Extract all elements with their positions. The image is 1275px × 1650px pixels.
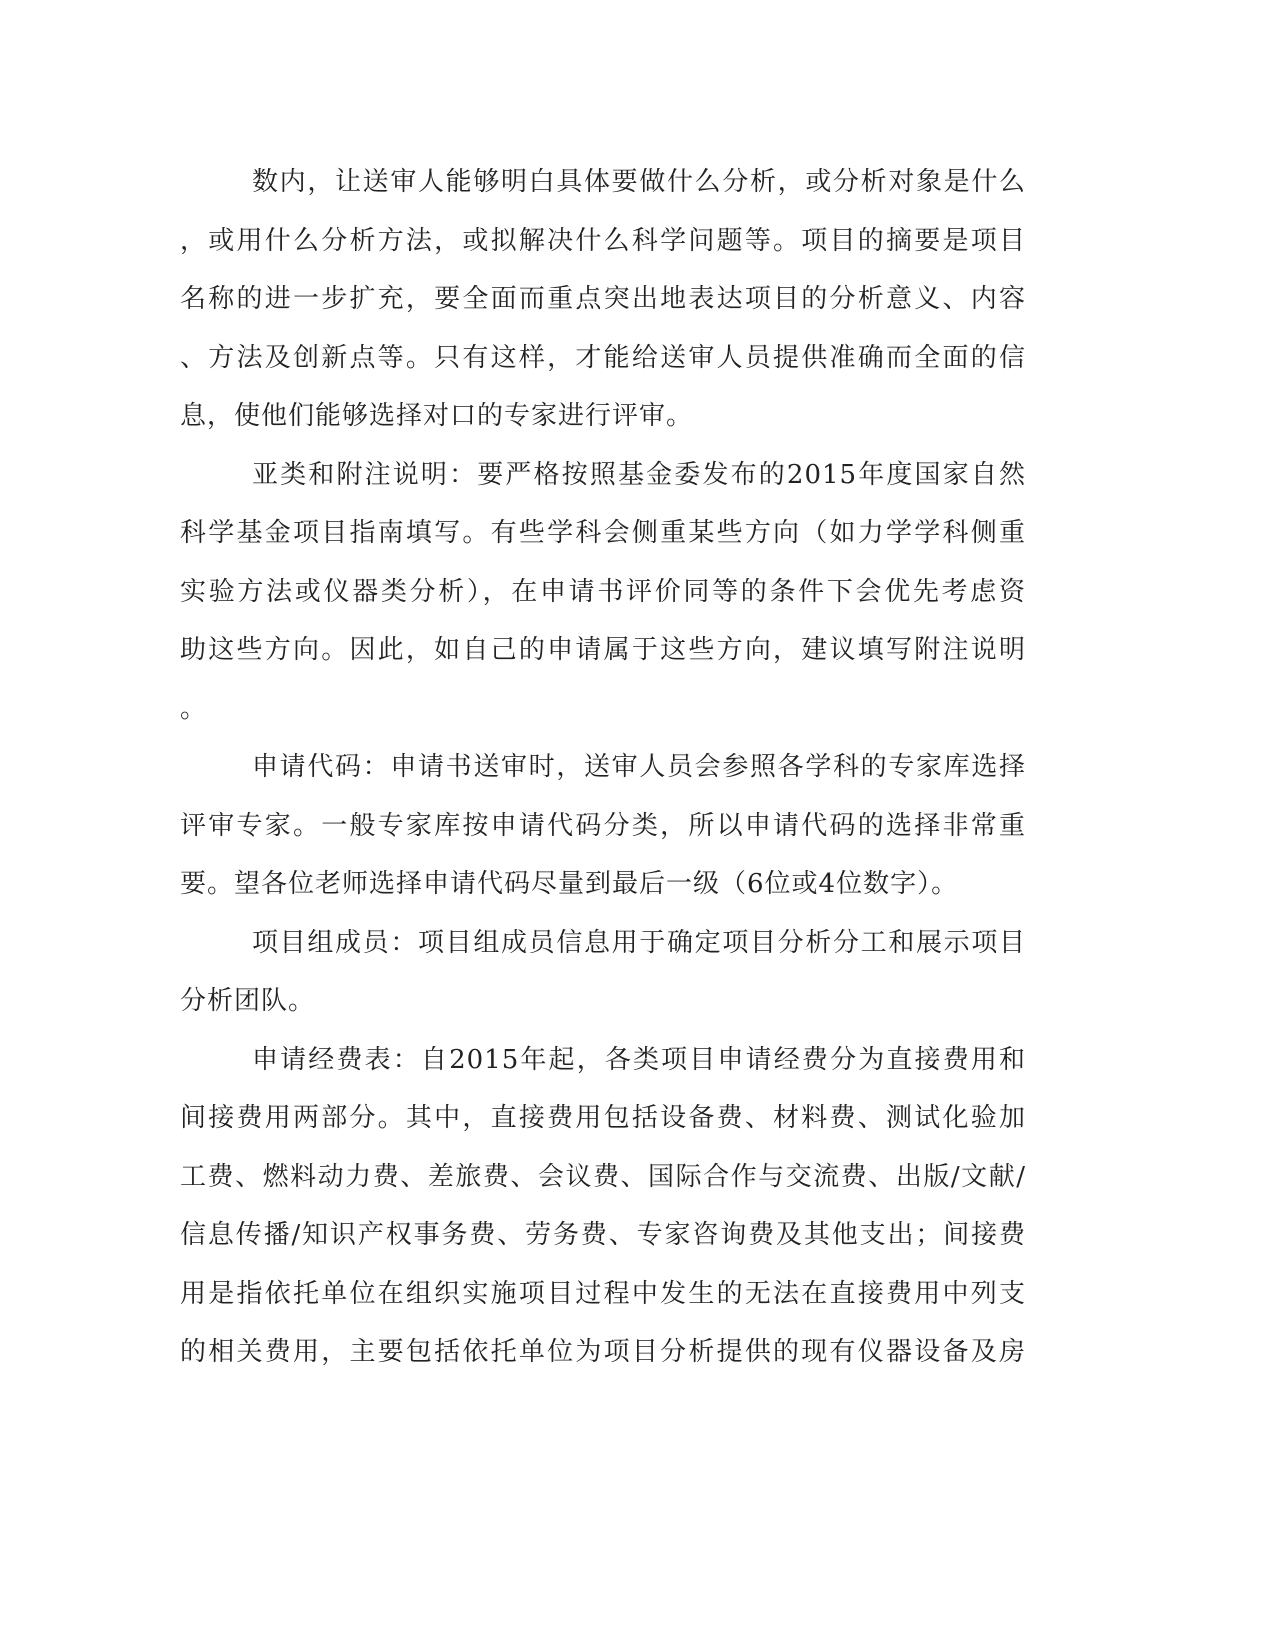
text-line: 的相关费用，主要包括依托单位为项目分析提供的现有仪器设备及房	[180, 1337, 1026, 1367]
text-line: 间接费用两部分。其中，直接费用包括设备费、材料费、测试化验加	[180, 1103, 1026, 1133]
text-line: 信息传播/知识产权事务费、劳务费、专家咨询费及其他支出；间接费	[180, 1220, 1026, 1250]
text-line: 助这些方向。因此，如自己的申请属于这些方向，建议填写附注说明	[180, 635, 1026, 665]
text-line: 工费、燃料动力费、差旅费、会议费、国际合作与交流费、出版/文献/	[180, 1162, 1026, 1192]
text-line: 息，使他们能够选择对口的专家进行评审。	[180, 401, 694, 431]
text-line: ，或用什么分析方法，或拟解决什么科学问题等。项目的摘要是项目	[180, 226, 1026, 256]
text-line: 用是指依托单位在组织实施项目过程中发生的无法在直接费用中列支	[180, 1279, 1026, 1309]
text-line: 亚类和附注说明：要严格按照基金委发布的2015年度国家自然	[252, 460, 1026, 490]
text-line: 科学基金项目指南填写。有些学科会侧重某些方向（如力学学科侧重	[180, 518, 1026, 548]
text-line: 申请经费表：自2015年起，各类项目申请经费分为直接费用和	[252, 1045, 1026, 1075]
text-line: 。	[180, 694, 208, 724]
text-line: 数内，让送审人能够明白具体要做什么分析，或分析对象是什么	[252, 167, 1026, 197]
text-line: 、方法及创新点等。只有这样，才能给送审人员提供准确而全面的信	[180, 343, 1026, 373]
text-line: 分析团队。	[180, 986, 316, 1016]
text-line: 名称的进一步扩充，要全面而重点突出地表达项目的分析意义、内容	[180, 284, 1026, 314]
text-line: 要。望各位老师选择申请代码尽量到最后一级（6位或4位数字）。	[180, 869, 959, 899]
text-line: 评审专家。一般专家库按申请代码分类，所以申请代码的选择非常重	[180, 811, 1026, 841]
text-line: 项目组成员：项目组成员信息用于确定项目分析分工和展示项目	[252, 928, 1026, 958]
text-line: 实验方法或仪器类分析），在申请书评价同等的条件下会优先考虑资	[180, 577, 1026, 607]
text-line: 申请代码：申请书送审时，送审人员会参照各学科的专家库选择	[252, 752, 1026, 782]
